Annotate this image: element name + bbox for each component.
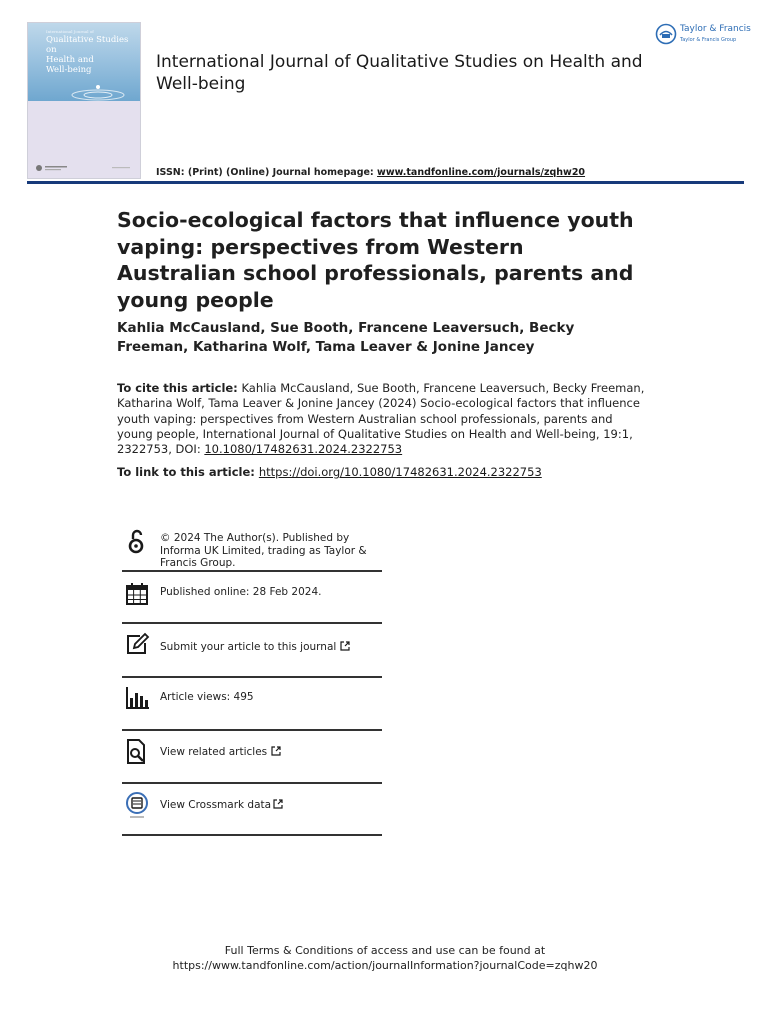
citation xyxy=(117,381,647,457)
publisher-name: Taylor & Francis xyxy=(680,24,751,34)
open-access-icon xyxy=(122,527,152,557)
calendar-icon xyxy=(122,580,152,610)
related-articles-text: View related articles xyxy=(160,746,268,758)
taylor-francis-logo[interactable] xyxy=(655,23,750,45)
journal-homepage-link[interactable]: www.tandfonline.com/journals/zqhw20 xyxy=(377,167,586,178)
crossmark-text: View Crossmark data xyxy=(160,799,272,811)
article-title: Socio-ecological factors that influence youth vaping: perspectives from Western Australian school professionals, parents and young people xyxy=(117,208,634,312)
terms-text: Full Terms & Conditions of access and use can be found at xyxy=(224,944,546,957)
journal-title: International Journal of Qualitative Studies on Health and Well-being xyxy=(156,52,643,94)
external-link-icon xyxy=(273,799,283,809)
article-views-block xyxy=(122,684,382,714)
submit-article-link[interactable] xyxy=(122,631,382,661)
divider xyxy=(122,782,382,784)
taylor-francis-logo-icon xyxy=(655,23,677,45)
bar-chart-icon xyxy=(122,684,152,714)
crossmark-row xyxy=(160,799,385,812)
issn-line xyxy=(156,167,585,178)
article-views: Article views: 495 xyxy=(160,691,254,703)
terms-footer xyxy=(0,943,770,973)
cover-title xyxy=(46,29,138,75)
submit-article-row xyxy=(160,641,385,654)
water-drop-icon xyxy=(68,83,128,101)
published-date: Published online: 28 Feb 2024. xyxy=(160,586,322,598)
divider xyxy=(122,622,382,624)
divider xyxy=(122,729,382,731)
journal-cover xyxy=(27,22,141,179)
related-search-icon xyxy=(122,737,152,767)
cover-small-text: International Journal of xyxy=(46,29,94,34)
cover-title-line: Qualitative Studies on xyxy=(46,35,129,55)
header-rule xyxy=(27,181,744,184)
link-label: To link to this article: xyxy=(117,465,259,479)
cover-title-line: Well-being xyxy=(46,65,92,75)
edit-icon xyxy=(122,631,152,661)
publisher-group: Taylor & Francis Group xyxy=(680,37,737,43)
cover-publisher-logo-icon xyxy=(34,163,134,173)
cite-text: Kahlia McCausland, Sue Booth, Francene Leaversuch, Becky Freeman, Katharina Wolf, Tama Leaver & Jonine Jancey (2024) Socio-ecological factors that influence youth vaping: perspectives from Western Australian school professionals, parents and young people, International Journal of Qualitative Studies on Health and Well-being, 19:1, 2322753, DOI: xyxy=(117,381,645,457)
related-articles-link[interactable] xyxy=(122,737,382,767)
open-access-text: © 2024 The Author(s). Published by Informa UK Limited, trading as Taylor & Francis Group. xyxy=(160,532,367,569)
divider xyxy=(122,834,382,836)
external-link-icon xyxy=(340,641,350,651)
cover-title-line: Health and xyxy=(46,55,94,65)
external-link-icon xyxy=(271,746,281,756)
divider xyxy=(122,676,382,678)
terms-url[interactable]: https://www.tandfonline.com/action/journalInformation?journalCode=zqhw20 xyxy=(172,959,598,972)
open-access-block xyxy=(122,527,382,569)
doi-link[interactable]: 10.1080/17482631.2024.2322753 xyxy=(204,442,403,457)
cite-label: To cite this article: xyxy=(117,381,238,395)
published-block xyxy=(122,580,382,610)
submit-article-text: Submit your article to this journal xyxy=(160,641,337,653)
issn-text: ISSN: (Print) (Online) Journal homepage: xyxy=(156,167,378,178)
article-authors: Kahlia McCausland, Sue Booth, Francene Leaversuch, Becky Freeman, Katharina Wolf, Tama Leaver & Jonine Jancey xyxy=(117,320,575,355)
article-url-link[interactable]: https://doi.org/10.1080/17482631.2024.2322753 xyxy=(258,465,542,479)
divider xyxy=(122,570,382,572)
related-articles-row xyxy=(160,746,385,759)
article-link-line xyxy=(117,465,647,479)
crossmark-icon xyxy=(122,790,152,820)
crossmark-link[interactable] xyxy=(122,790,382,820)
